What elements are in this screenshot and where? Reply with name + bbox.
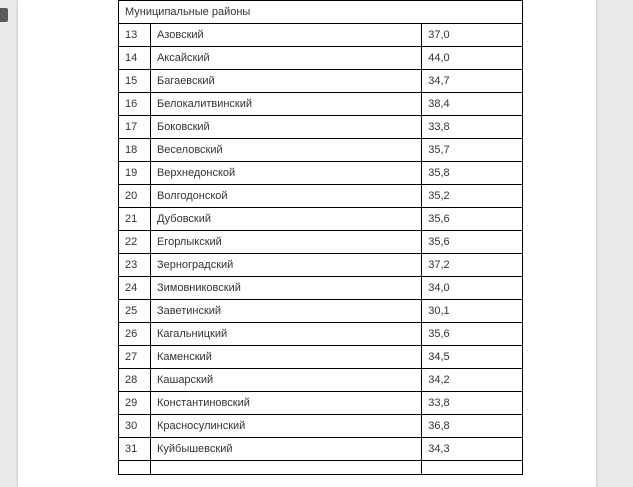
- district-name: Кагальницкий: [150, 323, 421, 346]
- empty-cell: [422, 461, 523, 475]
- district-value: 33,8: [422, 116, 523, 139]
- row-number: 17: [119, 116, 151, 139]
- table-row: [119, 438, 523, 461]
- row-number: 16: [119, 93, 151, 116]
- district-value: 34,7: [422, 70, 523, 93]
- district-name: Аксайский: [150, 47, 421, 70]
- data-table: [118, 0, 523, 475]
- district-name: Веселовский: [150, 139, 421, 162]
- district-name: Куйбышевский: [150, 438, 421, 461]
- row-number: 29: [119, 392, 151, 415]
- row-number: 23: [119, 254, 151, 277]
- row-number: 15: [119, 70, 151, 93]
- empty-cell: [119, 461, 151, 475]
- district-name: Белокалитвинский: [150, 93, 421, 116]
- district-value: 36,8: [422, 415, 523, 438]
- table-row: [119, 116, 523, 139]
- table-row: [119, 93, 523, 116]
- district-value: 30,1: [422, 300, 523, 323]
- district-name: Волгодонской: [150, 185, 421, 208]
- district-name: Дубовский: [150, 208, 421, 231]
- district-name: Верхнедонской: [150, 162, 421, 185]
- row-number: 20: [119, 185, 151, 208]
- row-number: 25: [119, 300, 151, 323]
- district-value: 35,6: [422, 208, 523, 231]
- table-row: [119, 323, 523, 346]
- row-number: 22: [119, 231, 151, 254]
- table-row: [119, 208, 523, 231]
- section-header: Муниципальные районы: [119, 1, 523, 24]
- district-value: 35,7: [422, 139, 523, 162]
- row-number: 24: [119, 277, 151, 300]
- table-row: [119, 254, 523, 277]
- district-value: 34,0: [422, 277, 523, 300]
- table-row: [119, 162, 523, 185]
- district-name: Азовский: [150, 24, 421, 47]
- district-value: 34,2: [422, 369, 523, 392]
- table-row: [119, 70, 523, 93]
- district-value: 34,3: [422, 438, 523, 461]
- district-value: 38,4: [422, 93, 523, 116]
- section-header-row: [119, 1, 523, 24]
- district-name: Зимовниковский: [150, 277, 421, 300]
- district-value: 35,8: [422, 162, 523, 185]
- district-name: Красносулинский: [150, 415, 421, 438]
- row-number: 27: [119, 346, 151, 369]
- table-row: [119, 277, 523, 300]
- row-number: 28: [119, 369, 151, 392]
- row-number: 26: [119, 323, 151, 346]
- table-row: [119, 300, 523, 323]
- row-number: 19: [119, 162, 151, 185]
- district-name: Боковский: [150, 116, 421, 139]
- district-value: 35,2: [422, 185, 523, 208]
- district-value: 34,5: [422, 346, 523, 369]
- row-number: 18: [119, 139, 151, 162]
- row-number: 13: [119, 24, 151, 47]
- table-row: [119, 392, 523, 415]
- district-value: 37,2: [422, 254, 523, 277]
- table-row: [119, 139, 523, 162]
- district-value: 37,0: [422, 24, 523, 47]
- document-page: [18, 0, 596, 487]
- district-name: Багаевский: [150, 70, 421, 93]
- district-name: Заветинский: [150, 300, 421, 323]
- district-name: Константиновский: [150, 392, 421, 415]
- district-value: 44,0: [422, 47, 523, 70]
- table-row: [119, 24, 523, 47]
- row-number: 21: [119, 208, 151, 231]
- empty-cell: [150, 461, 421, 475]
- table-row: [119, 369, 523, 392]
- table-row-cut: [119, 461, 523, 475]
- district-value: 35,6: [422, 323, 523, 346]
- district-name: Каменский: [150, 346, 421, 369]
- row-number: 30: [119, 415, 151, 438]
- district-name: Зерноградский: [150, 254, 421, 277]
- district-value: 33,8: [422, 392, 523, 415]
- sidebar-toggle-icon[interactable]: [0, 8, 8, 22]
- row-number: 14: [119, 47, 151, 70]
- table-row: [119, 231, 523, 254]
- row-number: 31: [119, 438, 151, 461]
- district-value: 35,6: [422, 231, 523, 254]
- table-row: [119, 346, 523, 369]
- table-row: [119, 185, 523, 208]
- district-name: Егорлыкский: [150, 231, 421, 254]
- table-row: [119, 415, 523, 438]
- district-name: Кашарский: [150, 369, 421, 392]
- table-row: [119, 47, 523, 70]
